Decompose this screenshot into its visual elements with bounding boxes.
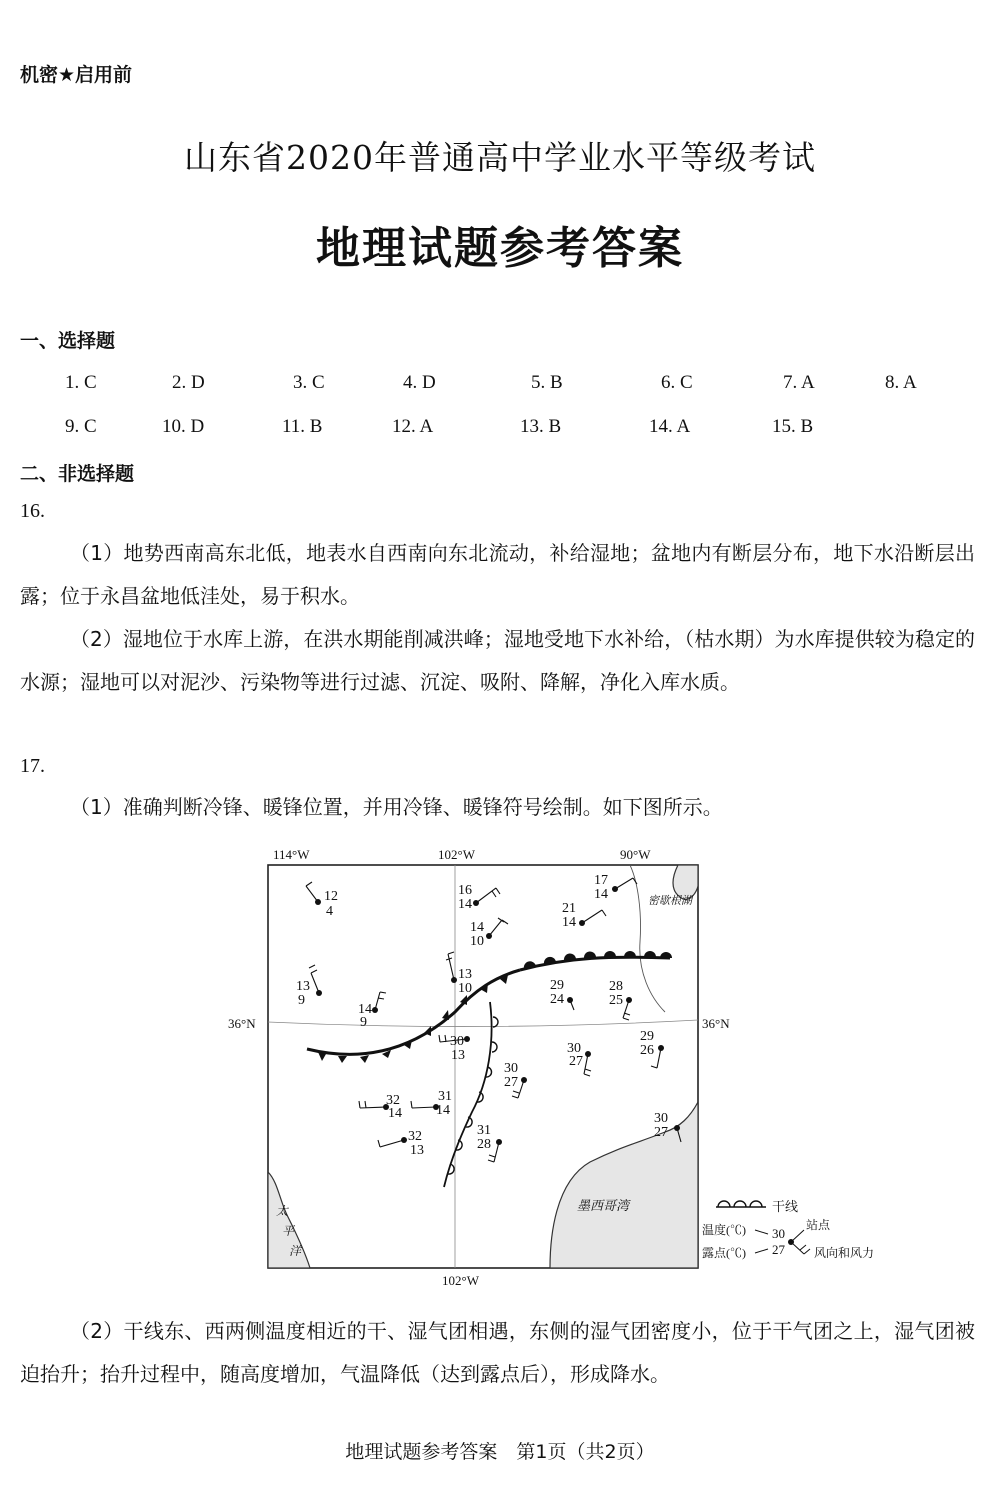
station-temp: 16 <box>458 883 472 898</box>
q16-answer-part2: （2）湿地位于水库上游，在洪水期能削减洪峰；湿地受地下水补给，（枯水期）为水库提供较为稳定的水源；湿地可以对泥沙、污染物等进行过滤、沉淀、吸附、降解，净化入库水质。 <box>20 627 975 694</box>
q17-answer-part2: （2）干线东、西两侧温度相近的干、湿气团相遇，东侧的湿气团密度小，位于干气团之上，湿气团被迫抬升；抬升过程中，随高度增加，气温降低（达到露点后），形成降水。 <box>20 1319 975 1386</box>
station-temp: 29 <box>640 1029 654 1044</box>
answer-item: 4. D <box>403 372 436 393</box>
exam-title: 山东省2020年普通高中学业水平等级考试 <box>184 138 816 177</box>
answer-item: 2. D <box>172 372 205 393</box>
station-dew: 9 <box>360 1015 367 1030</box>
station-dew: 10 <box>470 934 484 949</box>
station-dew: 14 <box>436 1103 450 1118</box>
station-dew: 27 <box>504 1075 518 1090</box>
station-temp: 30 <box>654 1111 668 1126</box>
station-dew: 27 <box>569 1054 583 1069</box>
station-dew: 14 <box>458 897 472 912</box>
pacific-label-1: 太 <box>276 1204 289 1218</box>
legend-temp-label: 温度(℃) <box>702 1223 746 1237</box>
station-dew: 14 <box>594 887 608 902</box>
pacific-label-3: 洋 <box>289 1244 302 1258</box>
station-temp: 31 <box>438 1089 452 1104</box>
station-dew: 10 <box>458 981 472 996</box>
station-dew: 26 <box>640 1043 654 1058</box>
lat-label-right: 36°N <box>702 1016 730 1031</box>
legend-example-temp: 30 <box>772 1226 785 1241</box>
station-temp: 29 <box>550 978 564 993</box>
station-temp: 14 <box>470 920 484 935</box>
station-temp: 17 <box>594 873 608 888</box>
pacific-label-2: 平 <box>282 1224 295 1238</box>
page-title: 地理试题参考答案 <box>316 223 684 274</box>
station-temp: 14 <box>358 1002 372 1017</box>
page-footer: 地理试题参考答案 第1页（共2页） <box>345 1441 655 1463</box>
confidential-label: 机密★启用前 <box>20 64 133 86</box>
answer-item: 7. A <box>783 372 815 393</box>
station-temp: 30 <box>567 1041 581 1056</box>
q16-answer-part1: （1）地势西南高东北低，地表水自西南向东北流动，补给湿地；盆地内有断层分布，地下水沿断层出露；位于永昌盆地低洼处，易于积水。 <box>20 541 975 608</box>
station-temp: 13 <box>458 967 472 982</box>
answer-item: 13. B <box>520 416 562 437</box>
legend-dew-label: 露点(℃) <box>702 1246 746 1260</box>
station-dew: 13 <box>451 1048 465 1063</box>
station-dew: 14 <box>562 915 576 930</box>
answer-item: 15. B <box>772 416 814 437</box>
answer-item: 6. C <box>661 372 693 393</box>
legend-dryline-label: 干线 <box>772 1199 799 1214</box>
station-dew: 24 <box>550 992 564 1007</box>
station-dew: 14 <box>388 1106 402 1121</box>
lon-label-102w-top: 102°W <box>438 847 475 862</box>
lake-label: 密歇根湖 <box>648 895 692 907</box>
answer-item: 11. B <box>282 416 323 437</box>
legend-wind-label: 风向和风力 <box>814 1246 875 1260</box>
answer-item: 10. D <box>162 416 205 437</box>
answer-item: 3. C <box>293 372 325 393</box>
station-temp: 30 <box>504 1061 518 1076</box>
station-dew: 13 <box>410 1143 424 1158</box>
gulf-label: 墨西哥湾 <box>577 1198 630 1213</box>
station-temp: 28 <box>609 979 623 994</box>
answer-item: 14. A <box>649 416 691 437</box>
answer-item: 12. A <box>392 416 434 437</box>
legend-example-dew: 27 <box>772 1242 785 1257</box>
q17-answer-part1: （1）准确判断冷锋、暖锋位置，并用冷锋、暖锋符号绘制。如下图所示。 <box>70 795 723 819</box>
station-temp: 12 <box>324 889 338 904</box>
station-dew: 27 <box>654 1125 668 1140</box>
lat-label-left: 36°N <box>228 1016 256 1031</box>
lon-label-90w: 90°W <box>620 847 651 862</box>
question-number-17: 17. <box>20 755 45 777</box>
station-dew: 25 <box>609 993 623 1008</box>
section-heading-choice: 一、选择题 <box>20 330 116 352</box>
weather-map-figure <box>210 842 900 1292</box>
section-heading-nonchoice: 二、非选择题 <box>20 463 135 485</box>
station-temp: 21 <box>562 901 576 916</box>
station-temp: 32 <box>408 1129 422 1144</box>
question-number-16: 16. <box>20 500 45 522</box>
station-temp: 13 <box>296 979 310 994</box>
station-dew: 4 <box>326 904 333 919</box>
lon-label-102w-bottom: 102°W <box>442 1273 479 1288</box>
answer-item: 1. C <box>65 372 97 393</box>
station-dew: 9 <box>298 993 305 1008</box>
station-temp: 32 <box>386 1093 400 1108</box>
answer-item: 5. B <box>531 372 563 393</box>
legend-station-label: 站点 <box>806 1218 831 1232</box>
answer-item: 8. A <box>885 372 917 393</box>
lon-label-114w: 114°W <box>273 847 310 862</box>
station-dew: 28 <box>477 1137 491 1152</box>
station-temp: 30 <box>450 1034 464 1049</box>
answer-item: 9. C <box>65 416 97 437</box>
station-temp: 31 <box>477 1123 491 1138</box>
map-legend <box>702 1199 874 1260</box>
